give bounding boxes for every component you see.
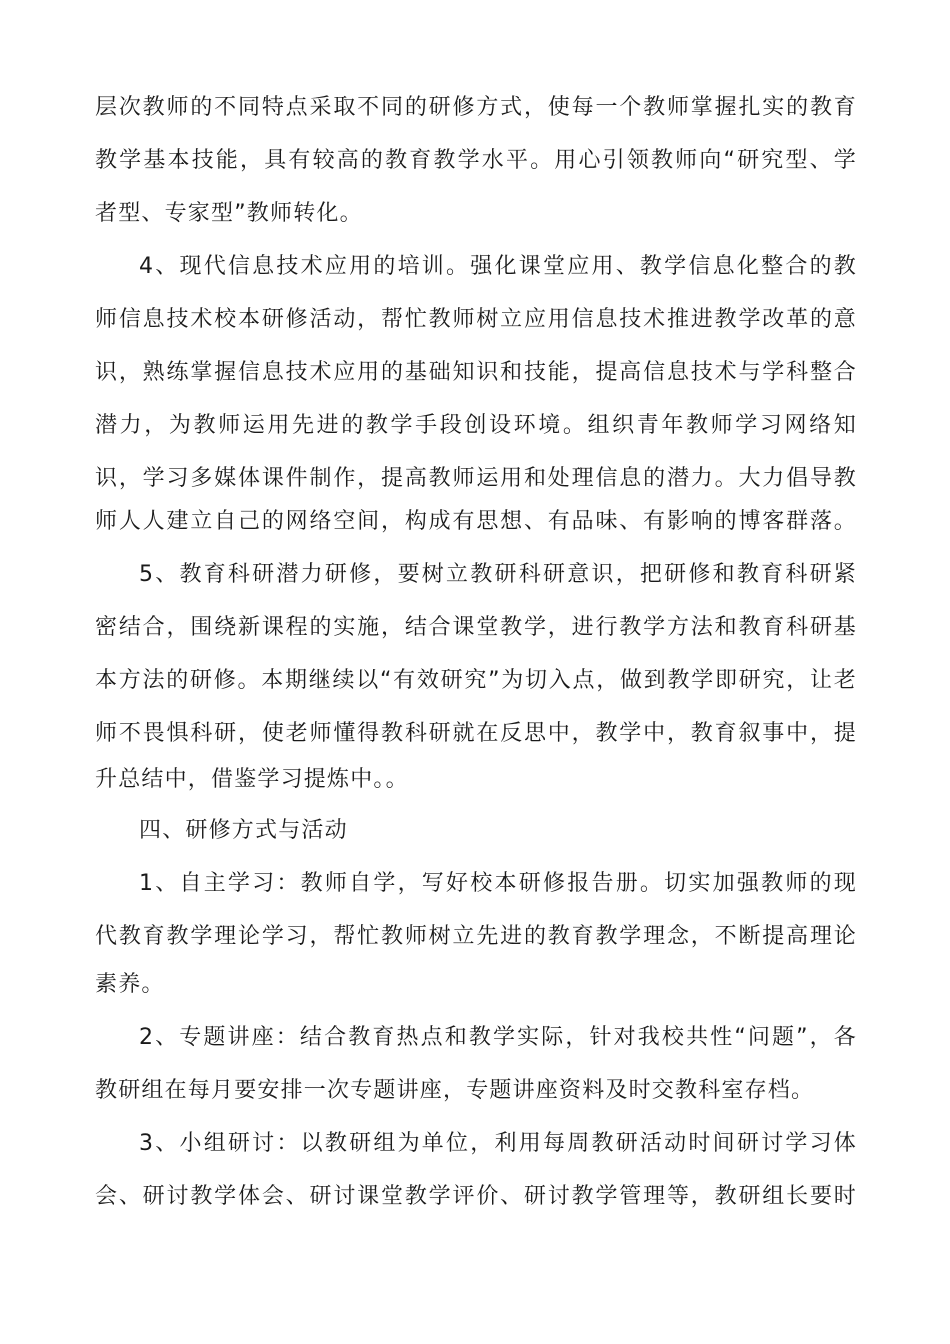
section-heading: 四、研修方式与活动 [139, 818, 348, 843]
text-line: 代教育教学理论学习，帮忙教师树立先进的教育教学理念，不断提高理论 [95, 924, 857, 949]
text-line: 者型、专家型”教师转化。 [95, 201, 363, 226]
text-line: 5、教育科研潜力研修，要树立教研科研意识，把研修和教育科研紧 [139, 562, 857, 587]
text-line: 升总结中，借鉴学习提炼中。。 [95, 767, 409, 792]
text-line: 2、专题讲座：结合教育热点和教学实际，针对我校共性“问题”，各 [139, 1025, 857, 1050]
text-line: 教学基本技能，具有较高的教育教学水平。用心引领教师向“研究型、学 [95, 148, 857, 173]
text-line: 识，学习多媒体课件制作，提高教师运用和处理信息的潜力。大力倡导教 [95, 466, 857, 491]
text-line: 师人人建立自己的网络空间，构成有思想、有品味、有影响的博客群落。 [95, 509, 857, 534]
text-line: 师不畏惧科研，使老师懂得教科研就在反思中，教学中，教育叙事中，提 [95, 721, 857, 746]
text-line: 识，熟练掌握信息技术应用的基础知识和技能，提高信息技术与学科整合 [95, 360, 857, 385]
text-line: 师信息技术校本研修活动，帮忙教师树立应用信息技术推进教学改革的意 [95, 307, 857, 332]
text-line: 密结合，围绕新课程的实施，结合课堂教学，进行教学方法和教育科研基 [95, 615, 857, 640]
text-line: 1、自主学习：教师自学，写好校本研修报告册。切实加强教师的现 [139, 871, 857, 896]
text-line: 层次教师的不同特点采取不同的研修方式，使每一个教师掌握扎实的教育 [95, 95, 857, 120]
text-line: 4、现代信息技术应用的培训。强化课堂应用、教学信息化整合的教 [139, 254, 857, 279]
text-line: 潜力，为教师运用先进的教学手段创设环境。组织青年教师学习网络知 [95, 413, 857, 438]
text-line: 本方法的研修。本期继续以“有效研究”为切入点，做到教学即研究，让老 [95, 668, 857, 693]
text-line: 教研组在每月要安排一次专题讲座，专题讲座资料及时交教科室存档。 [95, 1078, 815, 1103]
text-line: 3、小组研讨：以教研组为单位，利用每周教研活动时间研讨学习体 [139, 1131, 857, 1156]
text-line: 素养。 [95, 972, 165, 997]
text-line: 会、研讨教学体会、研讨课堂教学评价、研讨教学管理等，教研组长要时 [95, 1184, 857, 1209]
